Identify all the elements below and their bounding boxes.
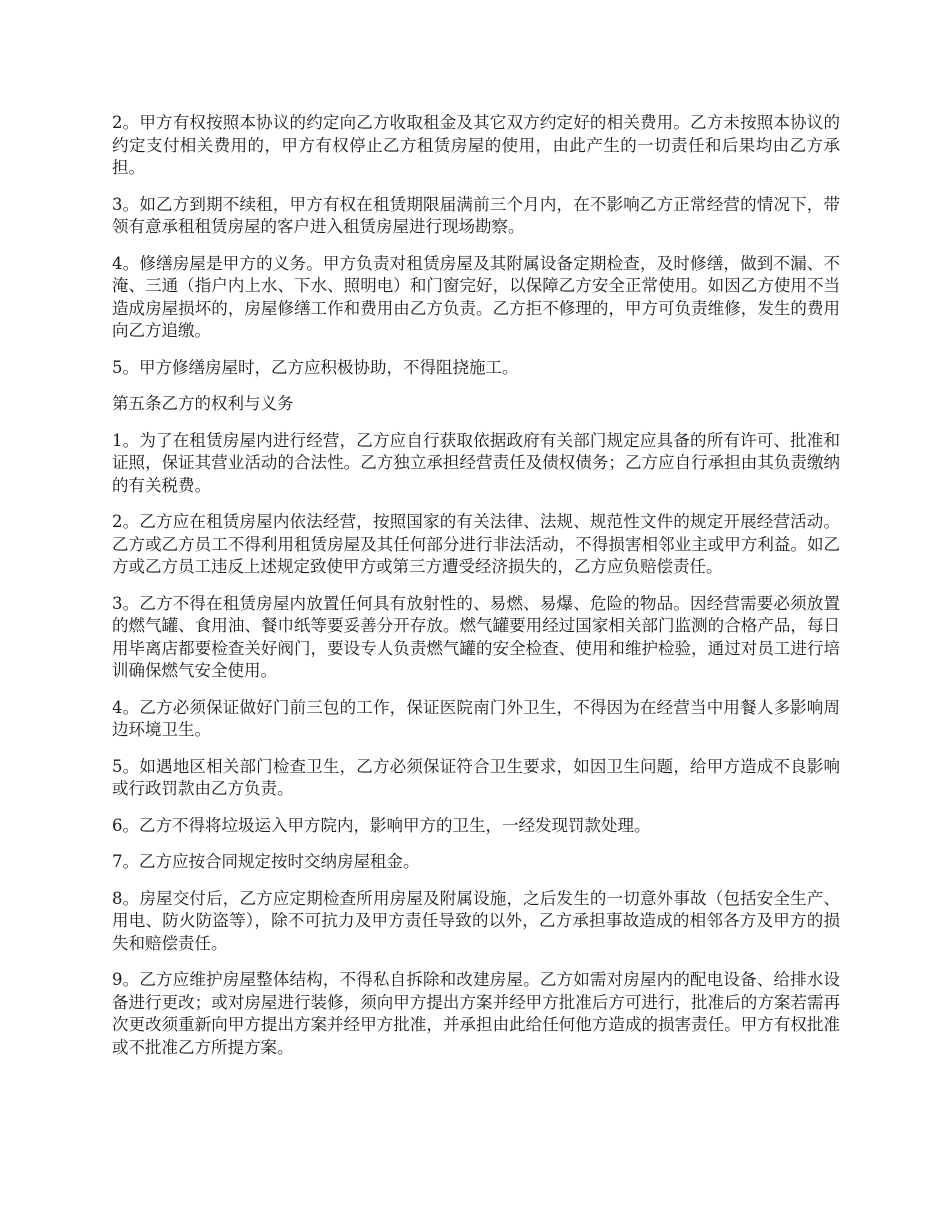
clause-paragraph: 9。乙方应维护房屋整体结构，不得私自拆除和改建房屋。乙方如需对房屋内的配电设备、给排水设备进行更改；或对房屋进行装修，须向甲方提出方案并经甲方批准后方可进行，批准后的方案若需再次更改须重新向甲方提出方案并经甲方批准，并承担由此给任何他方造成的损害责任。甲方有权批准或不批准乙方所提方案。	[112, 970, 840, 1057]
document-page	[112, 112, 840, 1073]
clause-paragraph: 5。甲方修缮房屋时，乙方应积极协助，不得阻挠施工。	[112, 357, 519, 377]
clause-paragraph: 2。乙方应在租赁房屋内依法经营，按照国家的有关法律、法规、规范性文件的规定开展经营活动。乙方或乙方员工不得利用租赁房屋及其任何部分进行非法活动，不得损害相邻业主或甲方利益。如乙方或乙方员工违反上述规定致使甲方或第三方遭受经济损失的，乙方应负赔偿责任。	[112, 512, 840, 576]
clause-paragraph: 3。乙方不得在租赁房屋内放置任何具有放射性的、易燃、易爆、危险的物品。因经营需要必须放置的燃气罐、食用油、餐巾纸等要妥善分开存放。燃气罐要用经过国家相关部门监测的合格产品，每日用毕离店都要检查关好阀门，要设专人负责燃气罐的安全检查、使用和维护检验，通过对员工进行培训确保燃气安全使用。	[112, 593, 840, 680]
clause-paragraph: 7。乙方应按合同规定按时交纳房屋租金。	[112, 852, 420, 871]
clause-paragraph: 6。乙方不得将垃圾运入甲方院内，影响甲方的卫生，一经发现罚款处理。	[112, 815, 651, 835]
clause-paragraph: 2。甲方有权按照本协议的约定向乙方收取租金及其它双方约定好的相关费用。乙方未按照本协议的约定支付相关费用的，甲方有权停止乙方租赁房屋的使用，由此产生的一切责任和后果均由乙方承担。	[112, 113, 840, 177]
clause-paragraph: 4。乙方必须保证做好门前三包的工作，保证医院南门外卫生，不得因为在经营当中用餐人多影响周边环境卫生。	[112, 697, 840, 739]
clause-paragraph: 5。如遇地区相关部门检查卫生，乙方必须保证符合卫生要求，如因卫生问题，给甲方造成不良影响或行政罚款由乙方负责。	[112, 756, 840, 798]
section-heading: 第五条乙方的权利与义务	[112, 394, 294, 413]
clause-paragraph: 8。房屋交付后，乙方应定期检查所用房屋及附属设施，之后发生的一切意外事故（包括安全生产、用电、防火防盗等），除不可抗力及甲方责任导致的以外，乙方承担事故造成的相邻各方及甲方的损失和赔偿责任。	[112, 888, 840, 953]
clause-paragraph: 3。如乙方到期不续租，甲方有权在租赁期限届满前三个月内，在不影响乙方正常经营的情况下，带领有意承租租赁房屋的客户进入租赁房屋进行现场勘察。	[112, 194, 840, 236]
clause-paragraph: 1。为了在租赁房屋内进行经营，乙方应自行获取依据政府有关部门规定应具备的所有许可、批准和证照，保证其营业活动的合法性。乙方独立承担经营责任及债权债务；乙方应自行承担由其负责缴纳的有关税费。	[112, 430, 840, 495]
clause-paragraph: 4。修缮房屋是甲方的义务。甲方负责对租赁房屋及其附属设备定期检查，及时修缮，做到不漏、不淹、三通（指户内上水、下水、照明电）和门窗完好，以保障乙方安全正常使用。如因乙方使用不当造成房屋损坏的，房屋修缮工作和费用由乙方负责。乙方拒不修理的，甲方可负责维修，发生的费用向乙方追缴。	[112, 253, 840, 340]
